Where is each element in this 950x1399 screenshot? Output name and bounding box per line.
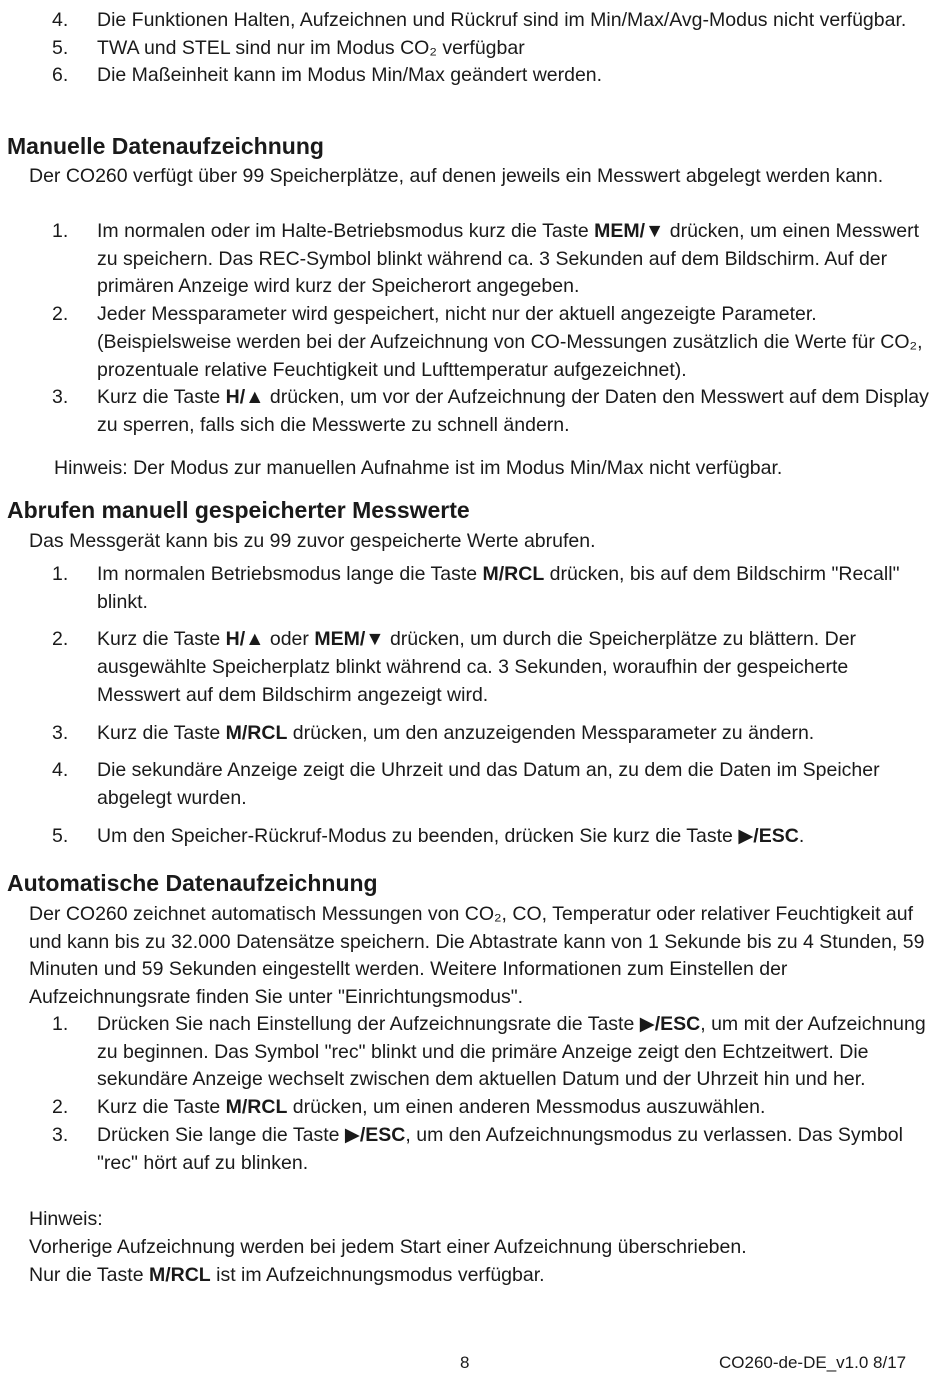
list-number: 4.: [52, 759, 69, 782]
list-top: [0, 7, 935, 90]
list-item: [0, 720, 935, 748]
document-id: CO260-de-DE_v1.0 8/17: [719, 1353, 907, 1372]
key-mem-down: MEM/▼: [594, 220, 665, 242]
list-item: [0, 823, 935, 851]
list-text: drücken, um vor der Aufzeichnung der Daten den Messwert auf dem Display zu sperren, falls sich die Messwerte zu schnell ändern.: [97, 386, 929, 436]
list-number: 3.: [52, 1123, 69, 1146]
section-heading-manual-recording: Manuelle Datenaufzeichnung: [7, 133, 324, 159]
list-text: drücken, bis auf dem Bildschirm "Recall" blinkt.: [97, 563, 900, 613]
list-text: Um den Speicher-Rückruf-Modus zu beenden, drücken Sie kurz die Taste: [97, 824, 739, 847]
list-text: Kurz die Taste: [97, 386, 226, 409]
list-recall: [0, 561, 935, 850]
key-m-rcl: M/RCL: [225, 721, 288, 744]
list-text: Jeder Messparameter wird gespeichert, nicht nur der aktuell angezeigte Parameter. (Beispielsweise werden bei der Aufzeichnung von CO-Messungen zusätzlich die Werte für CO₂, prozentuale relative Feuchtigkeit und Lufttemperatur aufgezeichnet).: [97, 303, 923, 381]
list-number: 2.: [52, 303, 69, 326]
section-intro: Der CO260 verfügt über 99 Speicherplätze, auf denen jeweils ein Messwert abgelegt werden kann.: [29, 165, 884, 187]
list-text: Drücken Sie lange die Taste: [97, 1123, 345, 1146]
list-item: [0, 218, 935, 301]
note-line: [29, 1262, 929, 1290]
list-item: [0, 62, 935, 90]
key-esc: ▶/ESC: [738, 824, 799, 847]
list-text: drücken, um einen Messwert zu speichern. Das REC-Symbol blinkt während ca. 3 Sekunden auf dem Bildschirm. Auf der primären Anzeige wird kurz der Speicherort angegeben.: [97, 220, 920, 298]
list-manual-recording: [0, 218, 935, 440]
list-text: TWA und STEL sind nur im Modus CO₂ verfügbar: [97, 36, 525, 59]
note-text: Nur die Taste: [29, 1264, 149, 1286]
list-text: oder: [264, 628, 315, 651]
list-text: Kurz die Taste: [97, 721, 226, 744]
list-number: 4.: [52, 9, 69, 31]
list-text: drücken, um durch die Speicherplätze zu blättern. Der ausgewählte Speicherplatz blinkt während ca. 3 Sekunden, woraufhin der gespeicherte Messwert auf dem Bildschirm angezeigt wird.: [97, 628, 857, 706]
key-esc: ▶/ESC: [639, 1013, 701, 1035]
list-auto-recording: [0, 1011, 935, 1177]
list-number: 1.: [52, 220, 69, 242]
note-manual-recording: Hinweis: Der Modus zur manuellen Aufnahme ist im Modus Min/Max nicht verfügbar.: [54, 457, 783, 479]
list-text: drücken, um einen anderen Messmodus auszuwählen.: [287, 1096, 766, 1119]
list-item: [0, 1011, 935, 1094]
list-text: drücken, um den anzuzeigenden Messparameter zu ändern.: [287, 721, 815, 744]
list-number: 3.: [52, 721, 69, 744]
list-text: Drücken Sie nach Einstellung der Aufzeichnungsrate die Taste: [97, 1013, 640, 1035]
list-item: [0, 626, 935, 709]
list-item: [0, 757, 935, 812]
list-item: [0, 561, 935, 616]
key-m-rcl: M/RCL: [225, 1096, 288, 1119]
list-item: [0, 7, 935, 35]
list-item: [0, 1094, 935, 1122]
list-text: Die Funktionen Halten, Aufzeichnen und Rückruf sind im Min/Max/Avg-Modus nicht verfügbar.: [97, 9, 907, 31]
list-number: 1.: [52, 1013, 69, 1035]
section-heading-auto-recording: Automatische Datenaufzeichnung: [7, 870, 378, 896]
section-heading-recall: Abrufen manuell gespeicherter Messwerte: [7, 497, 470, 523]
list-text: Die sekundäre Anzeige zeigt die Uhrzeit und das Datum an, zu dem die Daten im Speicher abgelegt wurden.: [97, 759, 880, 809]
list-number: 2.: [52, 1096, 69, 1119]
list-text: , um mit der Aufzeichnung zu beginnen. Das Symbol "rec" blinkt und die primäre Anzeige zeigt den Echtzeitwert. Die sekundäre Anzeige wechselt zwischen dem aktuellen Datum und der Uhrzeit hin und her.: [97, 1013, 926, 1091]
list-number: 6.: [52, 64, 69, 87]
list-item: [0, 1122, 935, 1177]
list-text: , um den Aufzeichnungsmodus zu verlassen. Das Symbol "rec" hört auf zu blinken.: [97, 1123, 903, 1174]
list-number: 1.: [52, 563, 69, 585]
list-text: Kurz die Taste: [97, 628, 226, 651]
list-item: [0, 301, 935, 384]
list-text: Die Maßeinheit kann im Modus Min/Max geändert werden.: [97, 64, 603, 87]
list-number: 3.: [52, 386, 69, 409]
list-text: Im normalen Betriebsmodus lange die Taste: [97, 563, 483, 585]
note-line: Vorherige Aufzeichnung werden bei jedem Start einer Aufzeichnung überschrieben.: [29, 1236, 747, 1258]
key-mem-down: MEM/▼: [314, 628, 385, 651]
section-intro: Das Messgerät kann bis zu 99 zuvor gespeicherte Werte abrufen.: [29, 530, 596, 552]
section-intro: Der CO260 zeichnet automatisch Messungen von CO₂, CO, Temperatur oder relativer Feuchtigkeit auf und kann bis zu 32.000 Datensätze speichern. Die Abtastrate kann von 1 Sekunde bis zu 4 Stunden, 59 Minuten und 59 Sekunden eingestellt werden. Weitere Informationen zum Einstellen der Aufzeichnungsrate finden Sie unter "Einrichtungsmodus".: [29, 903, 925, 1009]
note-text: ist im Aufzeichnungsmodus verfügbar.: [210, 1264, 545, 1286]
list-number: 5.: [52, 824, 69, 847]
list-text: Im normalen oder im Halte-Betriebsmodus kurz die Taste: [97, 220, 595, 242]
key-h-up: H/▲: [225, 386, 265, 409]
key-h-up: H/▲: [225, 628, 265, 651]
list-text: .: [798, 824, 805, 847]
list-item: [0, 384, 935, 439]
note-label: Hinweis:: [29, 1208, 103, 1230]
key-m-rcl: M/RCL: [482, 563, 545, 585]
page-number: 8: [460, 1353, 470, 1372]
list-number: 5.: [52, 36, 69, 59]
key-esc: ▶/ESC: [344, 1123, 406, 1146]
key-m-rcl: M/RCL: [148, 1264, 211, 1286]
list-text: Kurz die Taste: [97, 1096, 226, 1119]
list-number: 2.: [52, 628, 69, 651]
list-item: [0, 35, 935, 63]
